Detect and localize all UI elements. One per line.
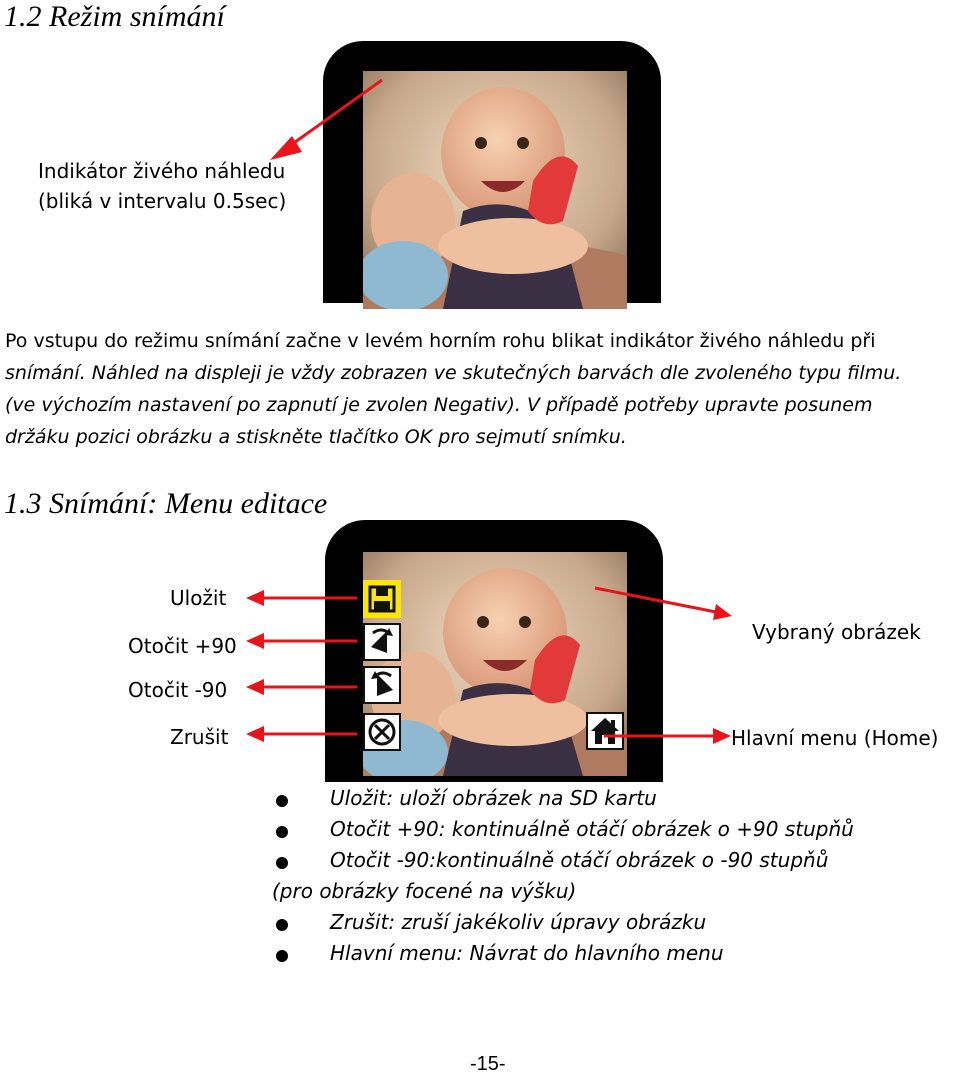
indicator-label-line1: Indikátor živého náhledu xyxy=(38,159,286,183)
paragraph-line: držáku pozici obrázku a stiskněte tlačítko OK pro sejmutí snímku. xyxy=(5,426,627,448)
section-heading-1-3: 1.3 Snímání: Menu editace xyxy=(4,487,328,520)
paragraph-line: (ve výchozím nastavení po zapnutí je zvolen Negativ). V případě potřeby upravte posunem xyxy=(5,394,873,416)
bullet-dot xyxy=(276,826,288,838)
label-save: Uložit xyxy=(170,586,227,610)
label-cancel: Zrušit xyxy=(170,725,229,749)
bullet-dot xyxy=(276,795,288,807)
bullet-item: Otočit -90:kontinuálně otáčí obrázek o -90 stupňů xyxy=(330,848,829,872)
section-heading-1-2: 1.2 Režim snímání xyxy=(4,0,225,33)
bullet-note: (pro obrázky focené na výšku) xyxy=(272,879,577,903)
label-rotate-plus-90: Otočit +90 xyxy=(128,634,237,658)
page-number: -15- xyxy=(470,1053,506,1075)
indicator-label-line2: (bliká v intervalu 0.5sec) xyxy=(38,189,287,213)
paragraph-line: snímání. Náhled na displeji je vždy zobrazen ve skutečných barvách dle zvoleného typu filmu. xyxy=(5,362,902,384)
bullet-item: Hlavní menu: Návrat do hlavního menu xyxy=(330,941,724,965)
bullet-dot xyxy=(276,919,288,931)
bullet-item: Otočit +90: kontinuálně otáčí obrázek o +90 stupňů xyxy=(330,817,854,841)
label-selected-image: Vybraný obrázek xyxy=(752,620,921,644)
bullet-dot xyxy=(276,950,288,962)
bullet-item: Uložit: uloží obrázek na SD kartu xyxy=(330,786,657,810)
bullet-item: Zrušit: zruší jakékoliv úpravy obrázku xyxy=(330,910,707,934)
paragraph-line: Po vstupu do režimu snímání začne v levém horním rohu blikat indikátor živého náhledu při xyxy=(5,330,876,352)
bullet-dot xyxy=(276,857,288,869)
label-rotate-minus-90: Otočit -90 xyxy=(128,678,228,702)
label-home: Hlavní menu (Home) xyxy=(731,726,939,750)
